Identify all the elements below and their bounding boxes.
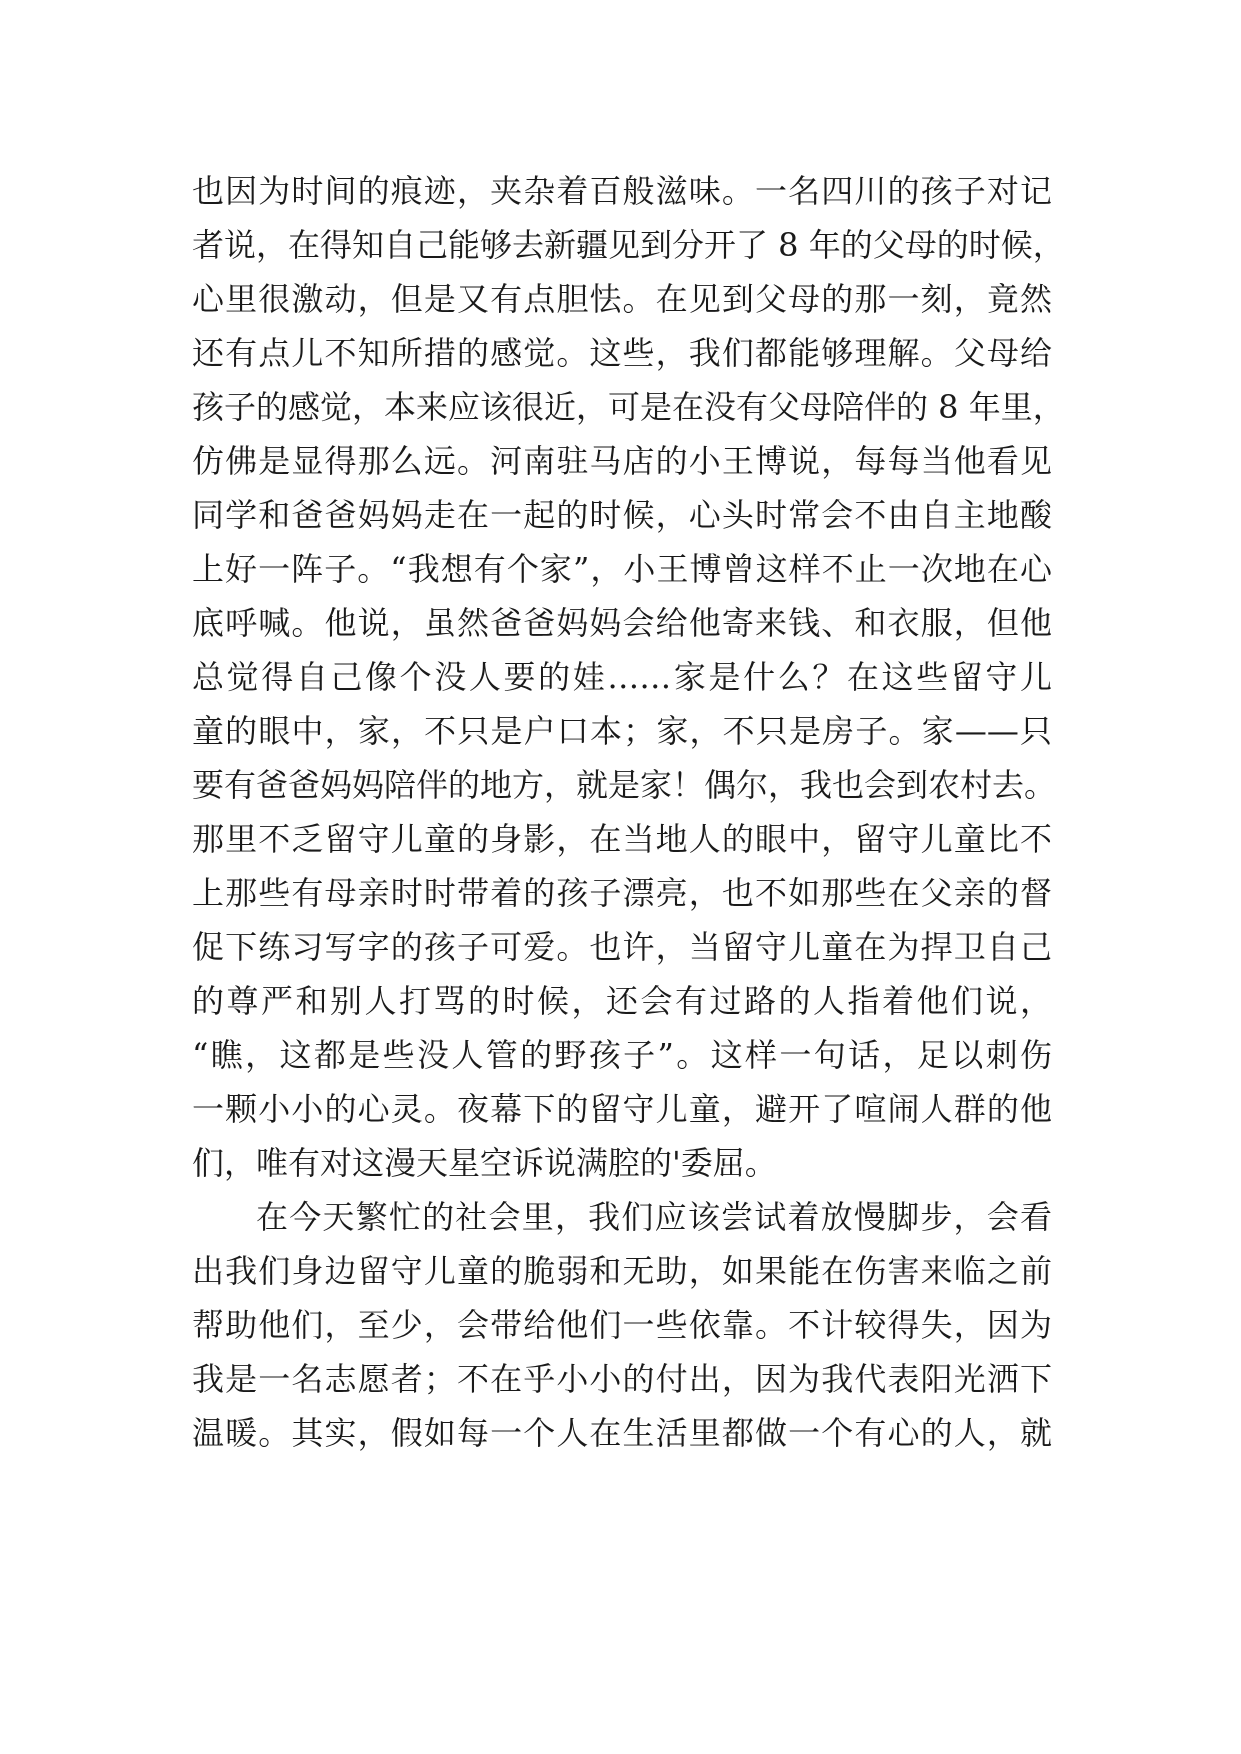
text-line: 同学和爸爸妈妈走在一起的时候，心头时常会不由自主地酸	[192, 496, 1052, 534]
text-line: 童的眼中，家，不只是户口本；家，不只是房子。家——只	[192, 712, 1052, 750]
text-line: 要有爸爸妈妈陪伴的地方，就是家！偶尔，我也会到农村去。	[192, 766, 1057, 804]
text-line: 上那些有母亲时时带着的孩子漂亮，也不如那些在父亲的督	[192, 874, 1052, 912]
text-line: 促下练习写字的孩子可爱。也许，当留守儿童在为捍卫自己	[192, 928, 1052, 966]
text-line: 一颗小小的心灵。夜幕下的留守儿童，避开了喧闹人群的他	[192, 1090, 1052, 1128]
text-line: 总觉得自己像个没人要的娃……家是什么？在这些留守儿	[192, 658, 1052, 696]
text-line: 的尊严和别人打骂的时候，还会有过路的人指着他们说，	[192, 982, 1052, 1020]
text-line: 温暖。其实，假如每一个人在生活里都做一个有心的人，就	[192, 1414, 1052, 1452]
text-line: 帮助他们，至少，会带给他们一些依靠。不计较得失，因为	[192, 1306, 1052, 1344]
text-line: 孩子的感觉，本来应该很近，可是在没有父母陪伴的 8 年里，	[192, 388, 1065, 426]
text-line: “瞧，这都是些没人管的野孩子”。这样一句话，足以刺伤	[192, 1036, 1052, 1074]
text-line: 仿佛是显得那么远。河南驻马店的小王博说，每每当他看见	[192, 442, 1052, 480]
paragraph-start-line: 在今天繁忙的社会里，我们应该尝试着放慢脚步，会看	[256, 1198, 1052, 1236]
text-line: 还有点儿不知所措的感觉。这些，我们都能够理解。父母给	[192, 334, 1052, 372]
text-line: 者说，在得知自己能够去新疆见到分开了 8 年的父母的时候，	[192, 226, 1065, 264]
text-line: 上好一阵子。“我想有个家”，小王博曾这样不止一次地在心	[192, 550, 1052, 588]
text-line: 我是一名志愿者；不在乎小小的付出，因为我代表阳光洒下	[192, 1360, 1052, 1398]
body-text	[192, 164, 1065, 1460]
text-line: 出我们身边留守儿童的脆弱和无助，如果能在伤害来临之前	[192, 1252, 1052, 1290]
text-line: 也因为时间的痕迹，夹杂着百般滋味。一名四川的孩子对记	[192, 172, 1052, 210]
text-line: 心里很激动，但是又有点胆怯。在见到父母的那一刻，竟然	[192, 280, 1052, 318]
text-line: 那里不乏留守儿童的身影，在当地人的眼中，留守儿童比不	[192, 820, 1052, 858]
text-line: 底呼喊。他说，虽然爸爸妈妈会给他寄来钱、和衣服，但他	[192, 604, 1052, 642]
paragraph-end-line: 们，唯有对这漫天星空诉说满腔的'委屈。	[192, 1144, 777, 1182]
